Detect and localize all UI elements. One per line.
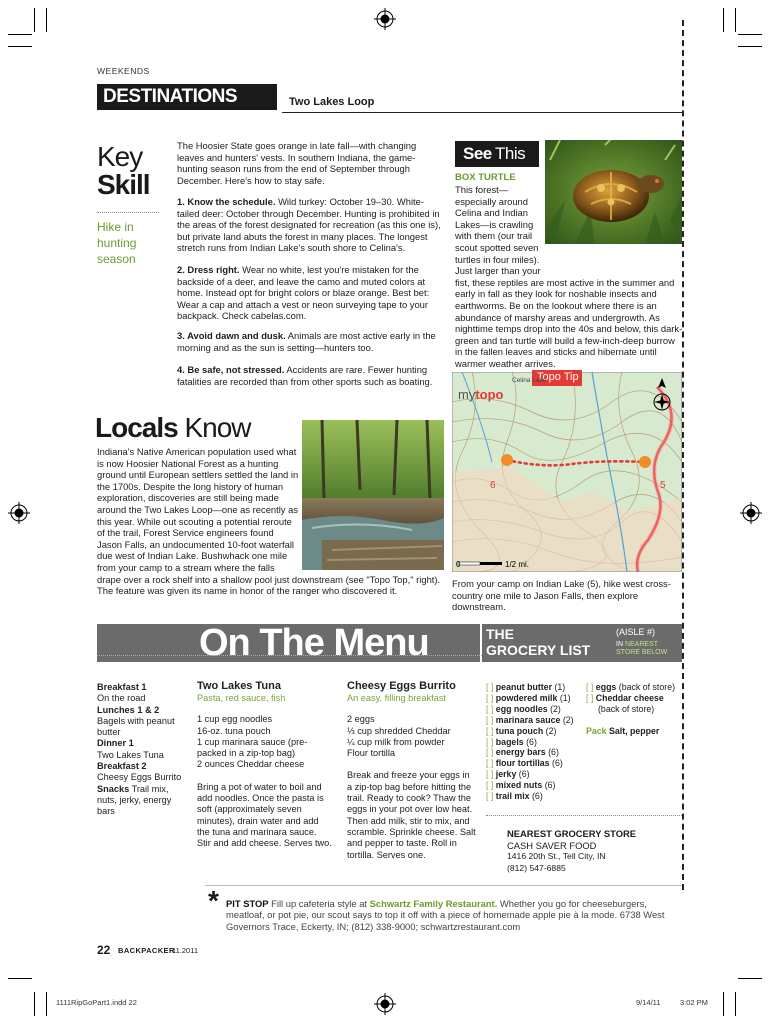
grocery-item [486, 791, 586, 802]
meal-label: Breakfast 1 [97, 682, 147, 692]
store-name: CASH SAVER FOOD [507, 839, 597, 851]
map-marker-6: 6 [490, 480, 496, 491]
grocery-item-aisle: (back of store) [598, 703, 655, 714]
checkbox-icon[interactable]: [ ] [486, 725, 494, 736]
grocery-item-name: energy bars [495, 747, 546, 758]
grocery-item-aisle: (2) [562, 714, 574, 725]
grocery-item-name: bagels [495, 736, 524, 747]
meal-plan [97, 682, 183, 818]
key-skill-title-1: Key [97, 141, 143, 172]
tip-text: Accidents are rare. Fewer hunting fatalities are recorded than from other sports such as boating. [177, 364, 433, 387]
magazine-name: BACKPACKER [118, 946, 175, 955]
ingredient: Flour tortilla [347, 748, 395, 759]
crop-mark [8, 46, 32, 47]
crop-mark [723, 8, 724, 32]
grocery-item-name: tuna pouch [495, 725, 544, 736]
header-rule [282, 112, 682, 113]
locals-know-text [97, 446, 445, 597]
mytopo-logo-topo: topo [475, 387, 504, 402]
checkbox-icon[interactable]: [ ] [486, 758, 494, 769]
pit-stop-label: PIT STOP [226, 898, 269, 909]
grocery-item-name: Cheddar cheese [595, 692, 664, 703]
grocery-item [486, 715, 586, 726]
grocery-item-aisle: (1) [559, 692, 571, 703]
map-marker-5: 5 [660, 480, 666, 491]
grocery-item [486, 693, 586, 704]
menu-banner [97, 624, 480, 662]
grocery-item-name: flour tortillas [495, 758, 550, 769]
checkbox-icon[interactable]: [ ] [486, 736, 494, 747]
see-this-title-light: This [495, 144, 526, 163]
crop-mark [46, 8, 47, 32]
registration-mark-icon [374, 993, 396, 1015]
tip-text: Wear no white, lest you're mistaken for the backside of a deer, and leave the camo and muted colors at home. Instead opt for bright colors or blaze orange. Best bet: Wear a cap and attach a vest or neon surveying tape to your backpack. Check cabelas.com. [177, 264, 430, 322]
menu-title: On The Menu [199, 624, 429, 662]
crop-mark [735, 992, 736, 1016]
recipe-steps: Break and freeze your eggs in a zip-top bag before hitting the trail. Ready to cook? Thaw the eggs in your pot over low heat. Then add milk, stir to mix, and scramble. Sprinkle cheese. Salt and pepper to taste. Roll in tortilla. Serves one. [347, 770, 476, 860]
grocery-item-name: eggs [595, 682, 617, 692]
crop-mark [738, 34, 762, 35]
crop-mark [46, 992, 47, 1016]
meal-snacks [97, 784, 183, 818]
nearest-store [507, 828, 636, 874]
file-slug: 1111RipGoPart1.indd 22 [56, 998, 137, 1007]
grocery-item-aisle: (6) [526, 736, 537, 747]
ingredient: 1 cup egg noodles [197, 714, 273, 725]
issue-date: 11.2011 [172, 946, 198, 955]
see-this-banner [455, 141, 539, 167]
locals-know-title-light: Know [184, 412, 251, 443]
see-this-subject: BOX TURTLE [455, 172, 516, 183]
registration-mark-icon [8, 502, 30, 524]
tip-lead: 2. Dress right. [177, 264, 240, 275]
grocery-title-2: GROCERY LIST [486, 642, 591, 658]
meal-label: Breakfast 2 [97, 761, 147, 772]
tip-text: Wild turkey: October 19–30. White-tailed deer: October through December. Hunting is prohibited in the areas of the forest designated for recreation (as this one is), but private land abuts the forest in many places. The longest stretch runs from Indian Lake's south shore to Celina's. [177, 196, 441, 254]
pit-stop-star-icon: * [208, 885, 219, 916]
photo-spacer [545, 184, 683, 274]
ingredient: 2 eggs [347, 714, 375, 725]
grocery-item-aisle: (6) [544, 780, 556, 791]
grocery-item [586, 682, 682, 693]
photo-spacer [299, 446, 445, 568]
ingredient: 1 cup marinara sauce (pre-packed in a zip-top bag) [197, 736, 308, 759]
grocery-item-name: powdered milk [495, 692, 558, 703]
key-skill-subtitle: Hike in hunting season [97, 220, 137, 266]
locals-know-title [95, 412, 251, 444]
meal-value: Bagels with peanut butter [97, 715, 175, 738]
grocery-item [486, 747, 586, 758]
locals-know-body: Indiana's Native American population used what is now Hoosier National Forest as a hunting ground until European settlers settled the land in the 1700s. Despite the long history of human exploration, discoveries are still being made around the Two Lakes Loop—one as recently as this year. While out scouting a potential reroute of the trail, Forest Service engineers found Jason Falls, an undocumented 10-foot waterfall due west of Indian Lake. Bushwhack one mile from your camp to a stream where the falls drape over a rock shelf into a shallow pool just downstream (see "Topo Top," right). The feature was given its name in honor of the ranger who discovered it. [97, 446, 441, 597]
checkbox-icon[interactable]: [ ] [486, 682, 494, 692]
grocery-item-name: jerky [495, 769, 517, 780]
grocery-item-aisle: (2) [550, 703, 561, 714]
recipe-name: Cheesy Eggs Burrito [347, 680, 456, 692]
meal-value: On the road [97, 693, 146, 704]
checkbox-icon[interactable]: [ ] [486, 747, 494, 758]
ingredient: 2 ounces Cheddar cheese [197, 759, 305, 770]
map-scale-start: 0 [456, 560, 461, 569]
topo-map [452, 372, 682, 572]
checkbox-icon[interactable]: [ ] [486, 692, 494, 703]
grocery-title-1: THE [486, 626, 514, 642]
checkbox-icon[interactable]: [ ] [486, 780, 494, 791]
recipe-name: Two Lakes Tuna [197, 680, 281, 692]
meal-value: Trail mix, nuts, jerky, energy bars [97, 783, 172, 817]
crop-mark [723, 992, 724, 1016]
category-banner [97, 84, 277, 110]
checkbox-icon[interactable]: [ ] [586, 682, 594, 692]
tip-4 [177, 364, 445, 387]
pit-stop-text-1: Fill up cafeteria style at [268, 898, 370, 909]
grocery-item [486, 726, 586, 737]
pack-label: Pack [586, 725, 607, 736]
registration-mark-icon [374, 8, 396, 30]
tip-2 [177, 264, 445, 322]
pit-stop-text [226, 898, 666, 932]
checkbox-icon[interactable]: [ ] [586, 692, 594, 703]
pack-items: Salt, pepper [609, 725, 660, 736]
grocery-item-name: trail mix [495, 791, 530, 802]
crop-mark [738, 46, 762, 47]
checkbox-icon[interactable]: [ ] [486, 714, 494, 725]
ingredient: ⅓ cup shredded Cheddar [347, 725, 451, 736]
tip-lead: 1. Know the schedule. [177, 196, 276, 207]
topo-tip-label: Topo Tip [537, 371, 579, 383]
aisle-note-store: STORE BELOW [616, 649, 668, 656]
recipe-two-lakes-tuna [197, 680, 332, 850]
grocery-list-left [486, 682, 586, 802]
crop-mark [8, 978, 32, 979]
grocery-item-aisle: (2) [545, 725, 557, 736]
grocery-item [486, 704, 586, 715]
grocery-item-aisle: (back of store) [618, 682, 676, 692]
grocery-banner [482, 624, 682, 662]
meal-label: Lunches 1 & 2 [97, 704, 160, 715]
locals-know-title-bold: Locals [95, 412, 178, 443]
crop-mark [735, 8, 736, 32]
tip-lead: 3. Avoid dawn and dusk. [177, 330, 286, 341]
registration-mark-icon [740, 502, 762, 524]
category-title: DESTINATIONS [103, 86, 238, 107]
key-skill-title-2: Skill [97, 169, 150, 200]
tip-1 [177, 196, 445, 254]
map-scale-end: 1/2 mi. [505, 560, 530, 569]
grocery-item-aisle: (6) [548, 747, 559, 758]
crop-mark [8, 34, 32, 35]
grocery-item [486, 758, 586, 769]
key-skill-rule [97, 212, 159, 213]
print-date: 9/14/11 [636, 998, 661, 1007]
grocery-item [486, 780, 586, 791]
map-caption: From your camp on Indian Lake (5), hike west cross-country one mile to Jason Falls, then explore downstream. [452, 578, 671, 613]
grocery-item-name: peanut butter [495, 682, 552, 692]
grocery-item-aisle: (6) [518, 769, 530, 780]
aisle-label: (AISLE #) [616, 627, 656, 637]
checkbox-icon[interactable]: [ ] [486, 703, 494, 714]
store-address: 1416 20th St., Tell City, IN [507, 851, 606, 862]
grocery-item [486, 682, 586, 693]
see-this-text [455, 184, 683, 370]
grocery-item-aisle: (6) [532, 791, 543, 802]
see-this-title-bold: See [463, 144, 492, 163]
grocery-item [486, 737, 586, 748]
see-this-body: This forest—especially around Celina and Indian Lakes—is crawling with them (our trail scout spotted seven turtles in four miles). Just larger than your fist, these reptiles are most active in the summer and early in fall as they look for noshable insects and earthworms. Be on the lookout where there is an abundance of marshy areas and undergrowth. As nighttime temps drop into the 40s and below, this dark-green and tan turtle will build a few-inch-deep burrow in the fallen leaves and sticks and hibernate until warmer weather arrives. [455, 184, 683, 369]
grocery-item-aisle: (1) [554, 682, 566, 692]
meal-value: Two Lakes Tuna [97, 749, 164, 760]
recipe-steps: Bring a pot of water to boil and add noodles. Once the pasta is soft (approximately seven minutes), drain water and add the tuna and marinara sauce. Stir and add cheese. Serves two. [197, 781, 332, 849]
grocery-item-name: egg noodles [495, 703, 548, 714]
key-skill-intro: The Hoosier State goes orange in late fall—with changing leaves and hunters' vests. In southern Indiana, the game-hunting season runs from the end of September through December. Here's how to stay safe. [177, 140, 417, 186]
pit-stop-name: Schwartz Family Restaurant. [369, 898, 498, 909]
mytopo-logo [458, 387, 504, 402]
recipe-desc: An easy, filling breakfast [347, 693, 446, 703]
tip-3 [177, 330, 445, 353]
recipe-cheesy-eggs-burrito [347, 680, 477, 861]
section-label: WEEKENDS [97, 66, 150, 76]
meal-value: Cheesy Eggs Burrito [97, 772, 182, 783]
map-place-label: Celina Lake [512, 377, 547, 384]
grocery-list-right [586, 682, 682, 737]
print-time: 3:02 PM [680, 998, 708, 1007]
store-rule [486, 815, 682, 816]
aisle-note-nearest: NEAREST [624, 641, 659, 648]
grocery-item-name: marinara sauce [495, 714, 561, 725]
aisle-note [616, 641, 667, 657]
crop-mark [34, 8, 35, 32]
page-number: 22 [97, 943, 111, 957]
trim-line [682, 20, 684, 890]
ingredient: 16-oz. tuna pouch [197, 725, 271, 736]
crop-mark [34, 992, 35, 1016]
meal-label: Dinner 1 [97, 738, 134, 749]
crop-mark [738, 978, 762, 979]
ingredient: ¼ cup milk from powder [347, 736, 445, 747]
meal-label: Snacks [97, 783, 130, 794]
tip-text: Animals are most active early in the morning and as the sun is setting—hunters too. [177, 330, 436, 353]
grocery-item-aisle: (6) [552, 758, 563, 769]
pack-line [586, 726, 682, 737]
pit-stop-rule [205, 885, 682, 886]
checkbox-icon[interactable]: [ ] [486, 769, 494, 780]
tip-lead: 4. Be safe, not stressed. [177, 364, 285, 375]
store-heading: NEAREST GROCERY STORE [507, 828, 637, 839]
grocery-item [586, 693, 682, 715]
pit-stop-text-2: Whether you go for cheeseburgers, meatloaf, or pot pie, our scout says to top it off with a piece of homemade apple pie à la mode. 6738 West Governors Trace, Eckerty, IN; (812) 338-9000; schwartzrestaurant.com [226, 898, 665, 932]
store-phone: (812) 547-6885 [507, 862, 566, 873]
grocery-item [486, 769, 586, 780]
trail-name: Two Lakes Loop [289, 96, 375, 108]
aisle-note-in: IN [616, 641, 623, 648]
grocery-item-name: mixed nuts [495, 780, 543, 791]
recipe-desc: Pasta, red sauce, fish [197, 693, 286, 703]
checkbox-icon[interactable]: [ ] [486, 791, 494, 802]
mytopo-logo-my: my [458, 387, 476, 402]
